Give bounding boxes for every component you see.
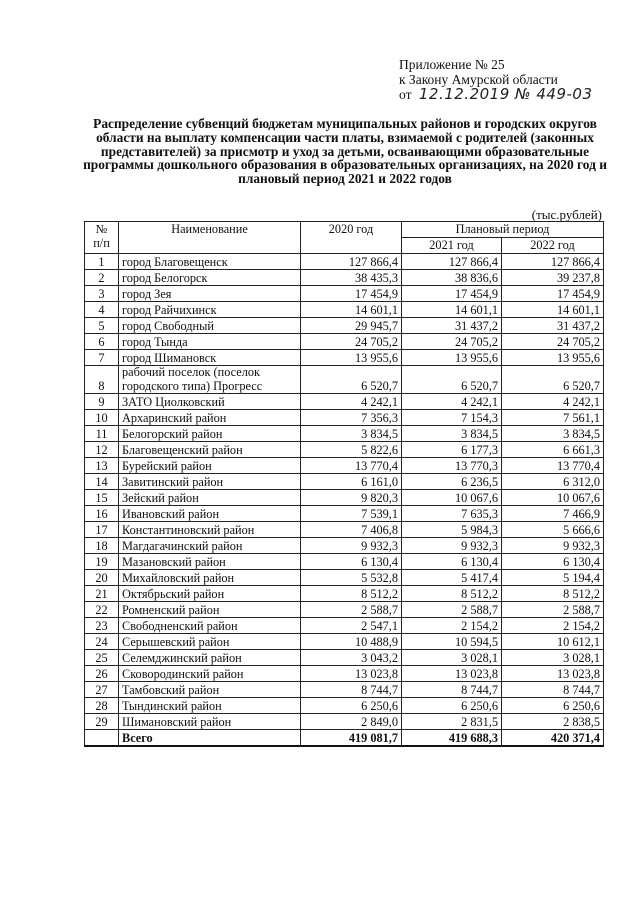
row-value-2022: 13 770,4 — [502, 458, 604, 474]
row-value-2021: 13 955,6 — [402, 350, 502, 366]
row-value-2021: 10 067,6 — [402, 490, 502, 506]
row-name: Михайловский район — [119, 570, 301, 586]
row-value-2022: 10 067,6 — [502, 490, 604, 506]
unit-label: (тыс.рублей) — [531, 207, 602, 222]
total-label: Всего — [119, 730, 301, 747]
row-value-2021: 10 594,5 — [402, 634, 502, 650]
row-number: 16 — [85, 506, 119, 522]
row-value-2022: 3 834,5 — [502, 426, 604, 442]
row-number: 9 — [85, 394, 119, 410]
header-2022: 2022 год — [502, 238, 604, 254]
row-number: 5 — [85, 318, 119, 334]
row-name: Октябрьский район — [119, 586, 301, 602]
row-name: город Благовещенск — [119, 254, 301, 270]
row-name: Мазановский район — [119, 554, 301, 570]
table-row — [85, 666, 604, 682]
row-number: 24 — [85, 634, 119, 650]
row-value-2020: 3 043,2 — [301, 650, 402, 666]
row-value-2020: 29 945,7 — [301, 318, 402, 334]
row-number: 8 — [85, 366, 119, 394]
row-name: Шимановский район — [119, 714, 301, 730]
appendix-date-line — [399, 87, 593, 103]
row-name: Свободненский район — [119, 618, 301, 634]
row-value-2022: 13 023,8 — [502, 666, 604, 682]
row-value-2020: 13 023,8 — [301, 666, 402, 682]
row-number: 23 — [85, 618, 119, 634]
row-value-2020: 5 532,8 — [301, 570, 402, 586]
row-value-2022: 2 588,7 — [502, 602, 604, 618]
table-row — [85, 618, 604, 634]
row-value-2020: 6 161,0 — [301, 474, 402, 490]
row-value-2021: 24 705,2 — [402, 334, 502, 350]
row-number: 22 — [85, 602, 119, 618]
table-row — [85, 410, 604, 426]
row-value-2020: 7 539,1 — [301, 506, 402, 522]
row-name: Завитинский район — [119, 474, 301, 490]
row-value-2021: 17 454,9 — [402, 286, 502, 302]
row-value-2020: 38 435,3 — [301, 270, 402, 286]
row-number: 15 — [85, 490, 119, 506]
row-name: Серышевский район — [119, 634, 301, 650]
appendix-law: к Закону Амурской области — [399, 71, 558, 87]
row-value-2020: 13 955,6 — [301, 350, 402, 366]
row-value-2022: 31 437,2 — [502, 318, 604, 334]
row-value-2021: 5 417,4 — [402, 570, 502, 586]
row-value-2021: 2 831,5 — [402, 714, 502, 730]
appendix-number: Приложение № 25 — [399, 57, 505, 72]
row-value-2020: 4 242,1 — [301, 394, 402, 410]
row-number: 12 — [85, 442, 119, 458]
row-name: Сковородинский район — [119, 666, 301, 682]
row-value-2022: 13 955,6 — [502, 350, 604, 366]
row-number: 14 — [85, 474, 119, 490]
row-value-2021: 6 236,5 — [402, 474, 502, 490]
table-row — [85, 602, 604, 618]
total-2020: 419 081,7 — [301, 730, 402, 747]
row-value-2022: 2 154,2 — [502, 618, 604, 634]
row-name: Ромненский район — [119, 602, 301, 618]
row-value-2021: 8 744,7 — [402, 682, 502, 698]
total-empty — [85, 730, 119, 747]
row-value-2021: 4 242,1 — [402, 394, 502, 410]
header-name: Наименование — [119, 222, 301, 254]
row-number: 6 — [85, 334, 119, 350]
row-value-2021: 3 028,1 — [402, 650, 502, 666]
row-number: 28 — [85, 698, 119, 714]
row-value-2022: 2 838,5 — [502, 714, 604, 730]
subsidy-table — [84, 221, 604, 747]
table-row — [85, 350, 604, 366]
row-number: 26 — [85, 666, 119, 682]
row-value-2022: 5 666,6 — [502, 522, 604, 538]
table-row — [85, 490, 604, 506]
row-name: Белогорский район — [119, 426, 301, 442]
row-value-2022: 14 601,1 — [502, 302, 604, 318]
row-value-2021: 2 588,7 — [402, 602, 502, 618]
header-number — [85, 222, 119, 254]
row-value-2022: 9 932,3 — [502, 538, 604, 554]
row-value-2022: 6 250,6 — [502, 698, 604, 714]
row-value-2022: 17 454,9 — [502, 286, 604, 302]
row-value-2021: 13 770,3 — [402, 458, 502, 474]
table-row — [85, 394, 604, 410]
row-value-2022: 6 312,0 — [502, 474, 604, 490]
row-name: город Тында — [119, 334, 301, 350]
row-value-2020: 6 130,4 — [301, 554, 402, 570]
header-planned-period: Плановый период — [402, 222, 604, 238]
row-number: 13 — [85, 458, 119, 474]
handwritten-date-number: 12.12.2019 № 449-03 — [418, 85, 593, 103]
row-value-2022: 8 744,7 — [502, 682, 604, 698]
table-row — [85, 270, 604, 286]
row-name: Благовещенский район — [119, 442, 301, 458]
row-name: город Свободный — [119, 318, 301, 334]
row-value-2022: 7 561,1 — [502, 410, 604, 426]
row-value-2020: 8 512,2 — [301, 586, 402, 602]
row-number: 17 — [85, 522, 119, 538]
row-value-2021: 6 250,6 — [402, 698, 502, 714]
row-value-2021: 9 932,3 — [402, 538, 502, 554]
row-value-2022: 10 612,1 — [502, 634, 604, 650]
header-number-line2: п/п — [93, 236, 110, 250]
table-body — [85, 254, 604, 747]
row-value-2021: 127 866,4 — [402, 254, 502, 270]
document-title: Распределение субвенций бюджетам муниципальных районов и городских округов области на выплату компенсации части платы, взимаемой с родителей (законных представителей) за присмотр и уход за детьми, осваивающими образовательные программы дошкольного образования в образовательных организациях, на 2020 год и плановый период 2021 и 2022 годов — [83, 116, 607, 187]
row-number: 18 — [85, 538, 119, 554]
row-value-2022: 6 130,4 — [502, 554, 604, 570]
appendix-header — [399, 58, 593, 103]
row-name: Константиновский район — [119, 522, 301, 538]
table-row — [85, 586, 604, 602]
total-2022: 420 371,4 — [502, 730, 604, 747]
row-number: 7 — [85, 350, 119, 366]
row-value-2021: 6 520,7 — [402, 366, 502, 394]
row-value-2020: 13 770,4 — [301, 458, 402, 474]
header-2021: 2021 год — [402, 238, 502, 254]
header-2020: 2020 год — [301, 222, 402, 254]
row-value-2022: 6 661,3 — [502, 442, 604, 458]
row-number: 1 — [85, 254, 119, 270]
row-value-2020: 9 820,3 — [301, 490, 402, 506]
row-value-2021: 2 154,2 — [402, 618, 502, 634]
appendix-date-prefix: от — [399, 87, 412, 102]
header-number-line1: № — [95, 222, 108, 236]
row-value-2020: 8 744,7 — [301, 682, 402, 698]
row-value-2020: 7 356,3 — [301, 410, 402, 426]
row-value-2021: 31 437,2 — [402, 318, 502, 334]
row-value-2020: 7 406,8 — [301, 522, 402, 538]
row-value-2021: 6 177,3 — [402, 442, 502, 458]
table-row — [85, 554, 604, 570]
row-number: 20 — [85, 570, 119, 586]
row-name: Зейский район — [119, 490, 301, 506]
row-value-2020: 5 822,6 — [301, 442, 402, 458]
row-value-2022: 3 028,1 — [502, 650, 604, 666]
row-value-2021: 8 512,2 — [402, 586, 502, 602]
row-value-2020: 9 932,3 — [301, 538, 402, 554]
row-number: 29 — [85, 714, 119, 730]
row-value-2020: 2 849,0 — [301, 714, 402, 730]
row-number: 25 — [85, 650, 119, 666]
row-value-2020: 17 454,9 — [301, 286, 402, 302]
table-row — [85, 634, 604, 650]
table-row — [85, 522, 604, 538]
row-number: 11 — [85, 426, 119, 442]
row-value-2022: 6 520,7 — [502, 366, 604, 394]
row-name: Магдагачинский район — [119, 538, 301, 554]
row-value-2020: 14 601,1 — [301, 302, 402, 318]
row-name: город Зея — [119, 286, 301, 302]
row-value-2020: 2 588,7 — [301, 602, 402, 618]
row-value-2021: 6 130,4 — [402, 554, 502, 570]
row-value-2021: 7 154,3 — [402, 410, 502, 426]
row-value-2022: 24 705,2 — [502, 334, 604, 350]
table-row — [85, 318, 604, 334]
row-name: Ивановский район — [119, 506, 301, 522]
row-value-2022: 4 242,1 — [502, 394, 604, 410]
row-name: рабочий поселок (поселок городского типа) Прогресс — [119, 366, 301, 394]
table-row — [85, 426, 604, 442]
row-value-2021: 13 023,8 — [402, 666, 502, 682]
row-name: Тамбовский район — [119, 682, 301, 698]
row-value-2022: 8 512,2 — [502, 586, 604, 602]
row-name: город Белогорск — [119, 270, 301, 286]
row-value-2020: 6 520,7 — [301, 366, 402, 394]
row-value-2021: 14 601,1 — [402, 302, 502, 318]
table-row — [85, 442, 604, 458]
table-row — [85, 334, 604, 350]
total-row — [85, 730, 604, 747]
row-name: ЗАТО Циолковский — [119, 394, 301, 410]
table-row — [85, 474, 604, 490]
table-row — [85, 302, 604, 318]
row-value-2022: 127 866,4 — [502, 254, 604, 270]
row-value-2022: 5 194,4 — [502, 570, 604, 586]
row-name: город Шимановск — [119, 350, 301, 366]
row-value-2020: 127 866,4 — [301, 254, 402, 270]
row-value-2020: 10 488,9 — [301, 634, 402, 650]
row-name: город Райчихинск — [119, 302, 301, 318]
row-number: 19 — [85, 554, 119, 570]
table-row — [85, 698, 604, 714]
row-number: 27 — [85, 682, 119, 698]
table-row — [85, 458, 604, 474]
row-value-2021: 5 984,3 — [402, 522, 502, 538]
row-name: Тындинский район — [119, 698, 301, 714]
row-value-2020: 3 834,5 — [301, 426, 402, 442]
row-name: Бурейский район — [119, 458, 301, 474]
row-number: 10 — [85, 410, 119, 426]
row-value-2021: 7 635,3 — [402, 506, 502, 522]
table-row — [85, 650, 604, 666]
table-row — [85, 366, 604, 394]
row-name: Архаринский район — [119, 410, 301, 426]
row-name: Селемджинский район — [119, 650, 301, 666]
row-value-2020: 2 547,1 — [301, 618, 402, 634]
table-row — [85, 538, 604, 554]
table-row — [85, 570, 604, 586]
row-number: 21 — [85, 586, 119, 602]
row-number: 2 — [85, 270, 119, 286]
row-value-2022: 39 237,8 — [502, 270, 604, 286]
row-value-2020: 24 705,2 — [301, 334, 402, 350]
row-value-2021: 38 836,6 — [402, 270, 502, 286]
table-row — [85, 506, 604, 522]
row-value-2022: 7 466,9 — [502, 506, 604, 522]
table-row — [85, 682, 604, 698]
table-row — [85, 254, 604, 270]
row-value-2021: 3 834,5 — [402, 426, 502, 442]
table-row — [85, 286, 604, 302]
row-value-2020: 6 250,6 — [301, 698, 402, 714]
row-number: 3 — [85, 286, 119, 302]
row-number: 4 — [85, 302, 119, 318]
total-2021: 419 688,3 — [402, 730, 502, 747]
table-row — [85, 714, 604, 730]
